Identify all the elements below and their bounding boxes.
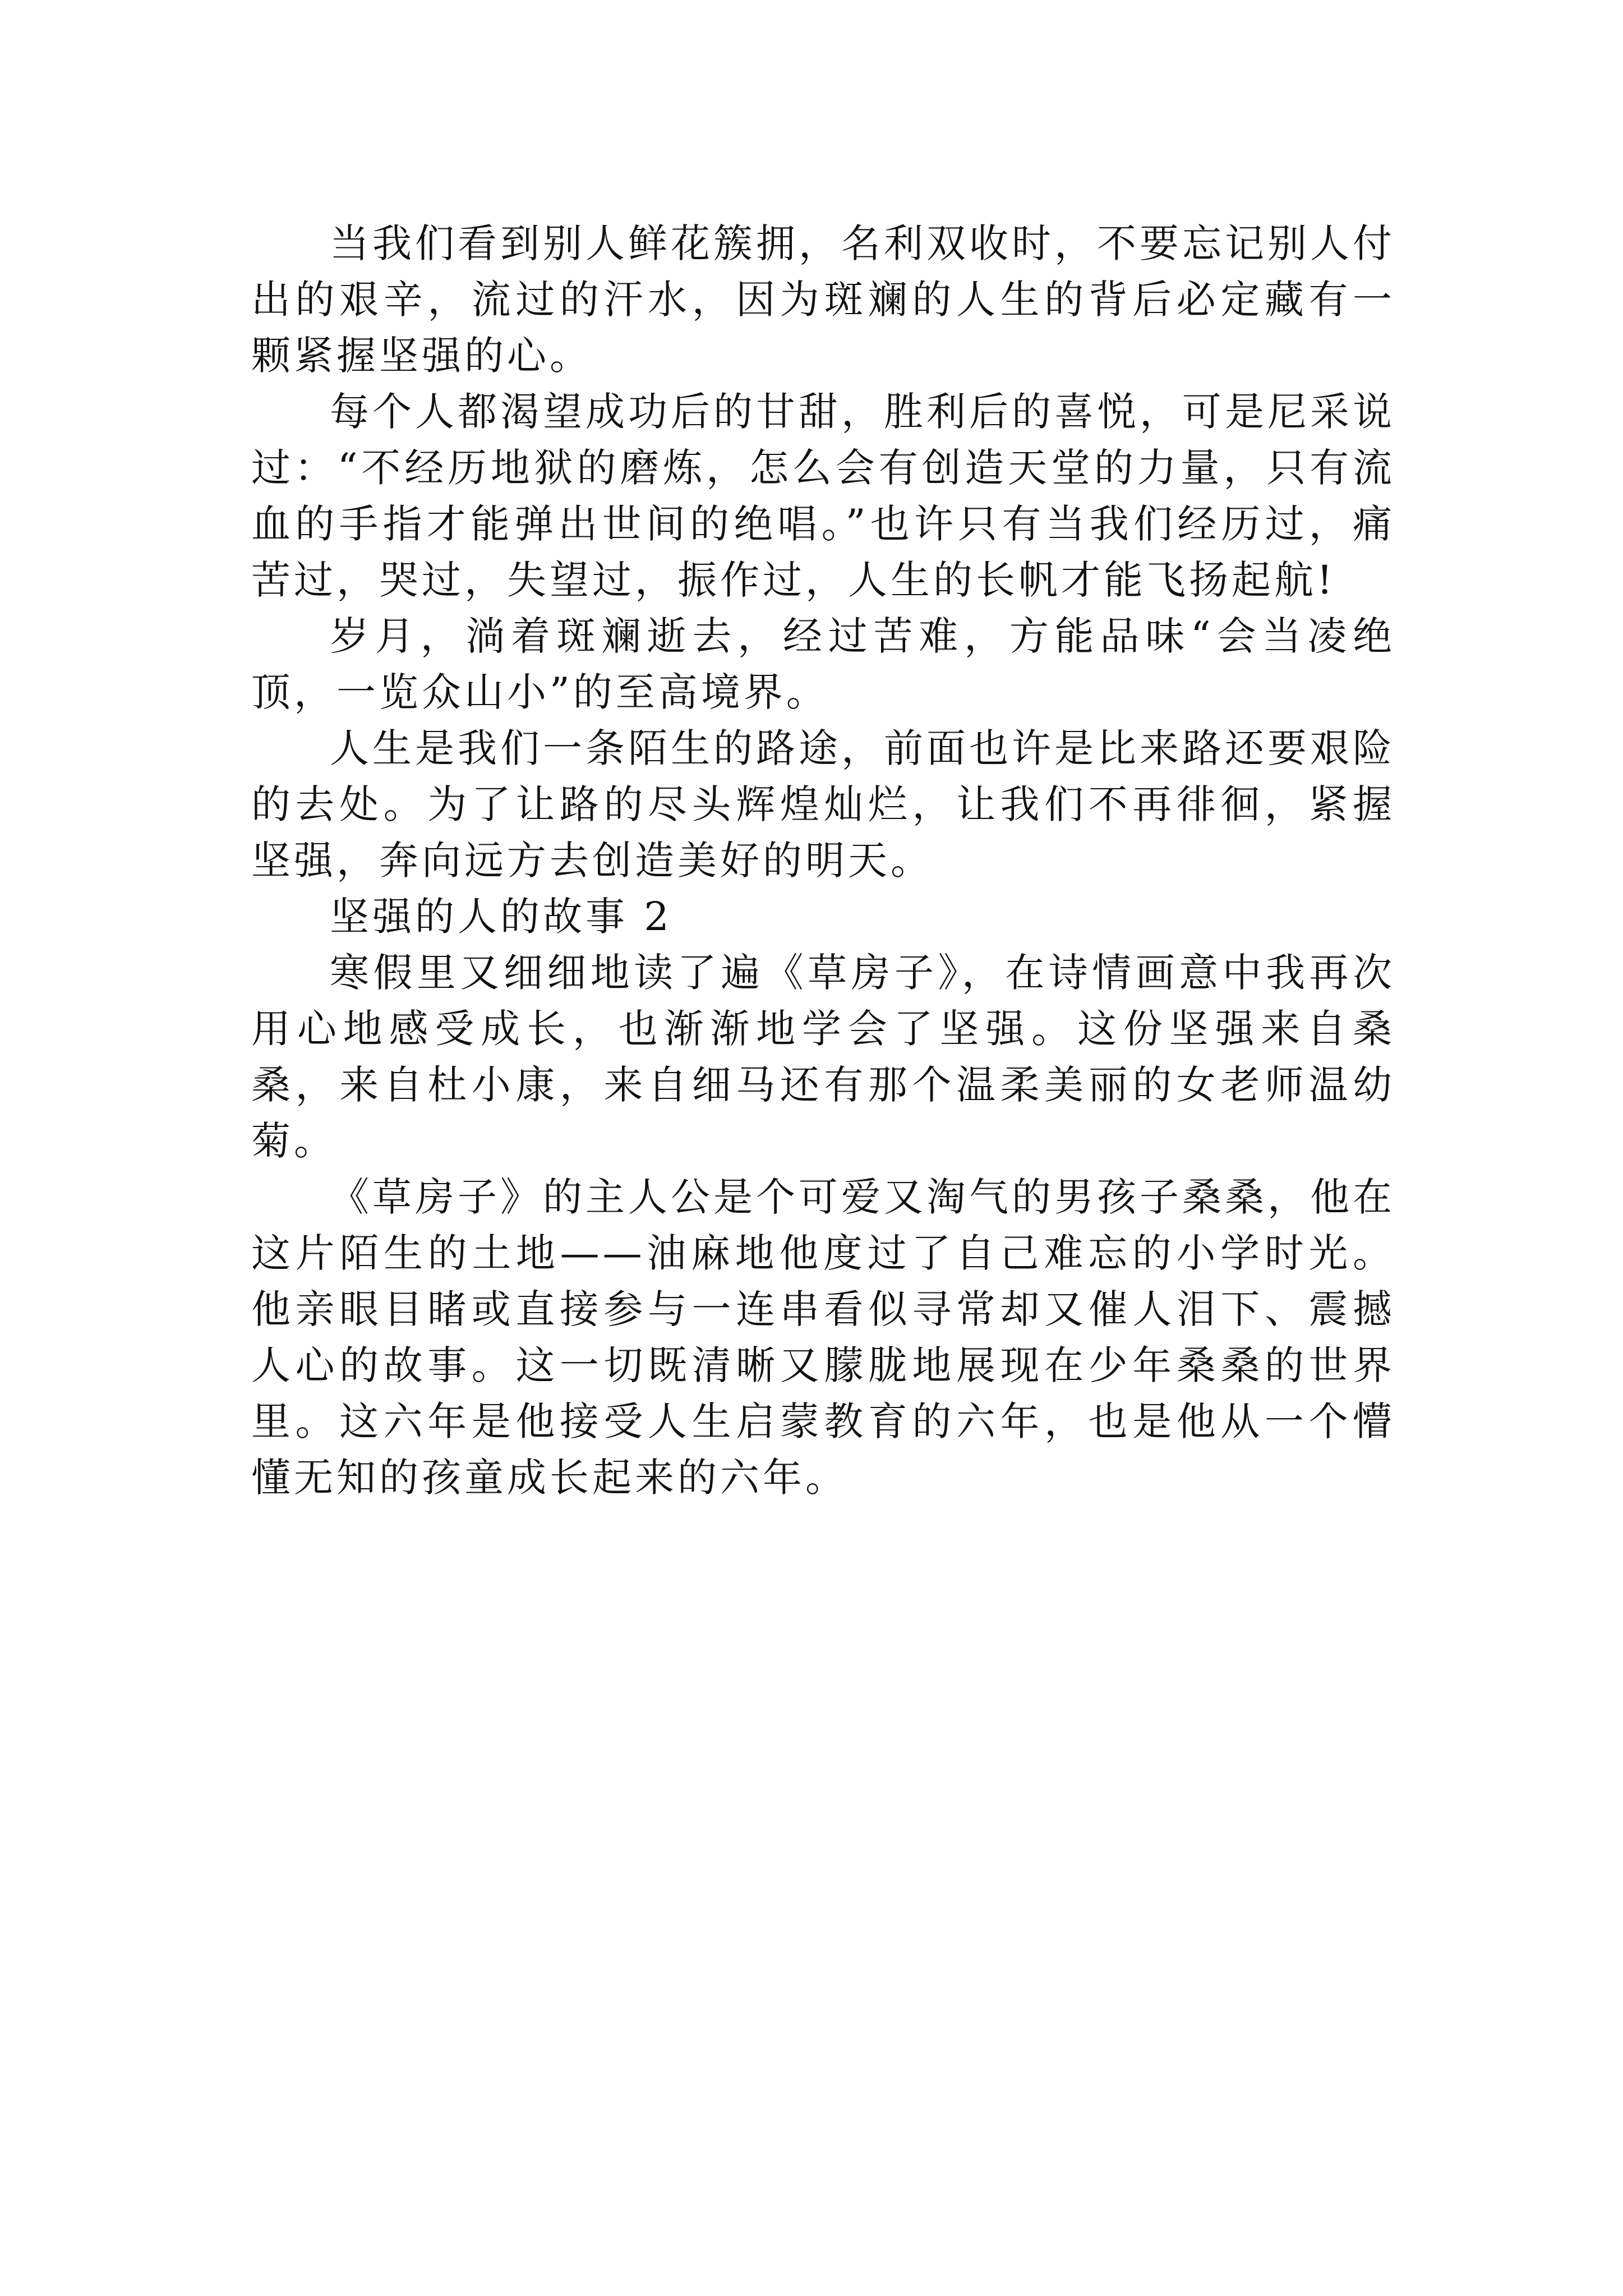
paragraph-3: 岁月，淌着斑斓逝去，经过苦难，方能品味“会当凌绝顶，一览众山小”的至高境界。: [251, 613, 1395, 715]
section-heading: 坚强的人的故事 2: [330, 894, 672, 940]
paragraph-2: 每个人都渴望成功后的甘甜，胜利后的喜悦，可是尼采说过：“不经历地狱的磨炼，怎么会有创造天堂的力量，只有流血的手指才能弹出世间的绝唱。”也许只有当我们经历过，痛苦过，哭过，失望过，振作过，人生的长帆才能飞扬起航!: [251, 389, 1395, 603]
paragraph-4: 人生是我们一条陌生的路途，前面也许是比来路还要艰险的去处。为了让路的尽头辉煌灿烂，让我们不再徘徊，紧握坚强，奔向远方去创造美好的明天。: [251, 725, 1395, 884]
paragraph-1: 当我们看到别人鲜花簇拥，名利双收时，不要忘记别人付出的艰辛，流过的汗水，因为斑斓的人生的背后必定藏有一颗紧握坚强的心。: [251, 220, 1395, 379]
document-body: [251, 215, 1395, 1506]
paragraph-5: 寒假里又细细地读了遍《草房子》，在诗情画意中我再次用心地感受成长，也渐渐地学会了坚强。这份坚强来自桑桑，来自杜小康，来自细马还有那个温柔美丽的女老师温幼菊。: [251, 950, 1395, 1164]
paragraph-6: 《草房子》的主人公是个可爱又淘气的男孩子桑桑，他在这片陌生的土地——油麻地他度过了自己难忘的小学时光。他亲眼目睹或直接参与一连串看似寻常却又催人泪下、震撼人心的故事。这一切既清晰又朦胧地展现在少年桑桑的世界里。这六年是他接受人生启蒙教育的六年，也是他从一个懵懂无知的孩童成长起来的六年。: [251, 1174, 1395, 1501]
